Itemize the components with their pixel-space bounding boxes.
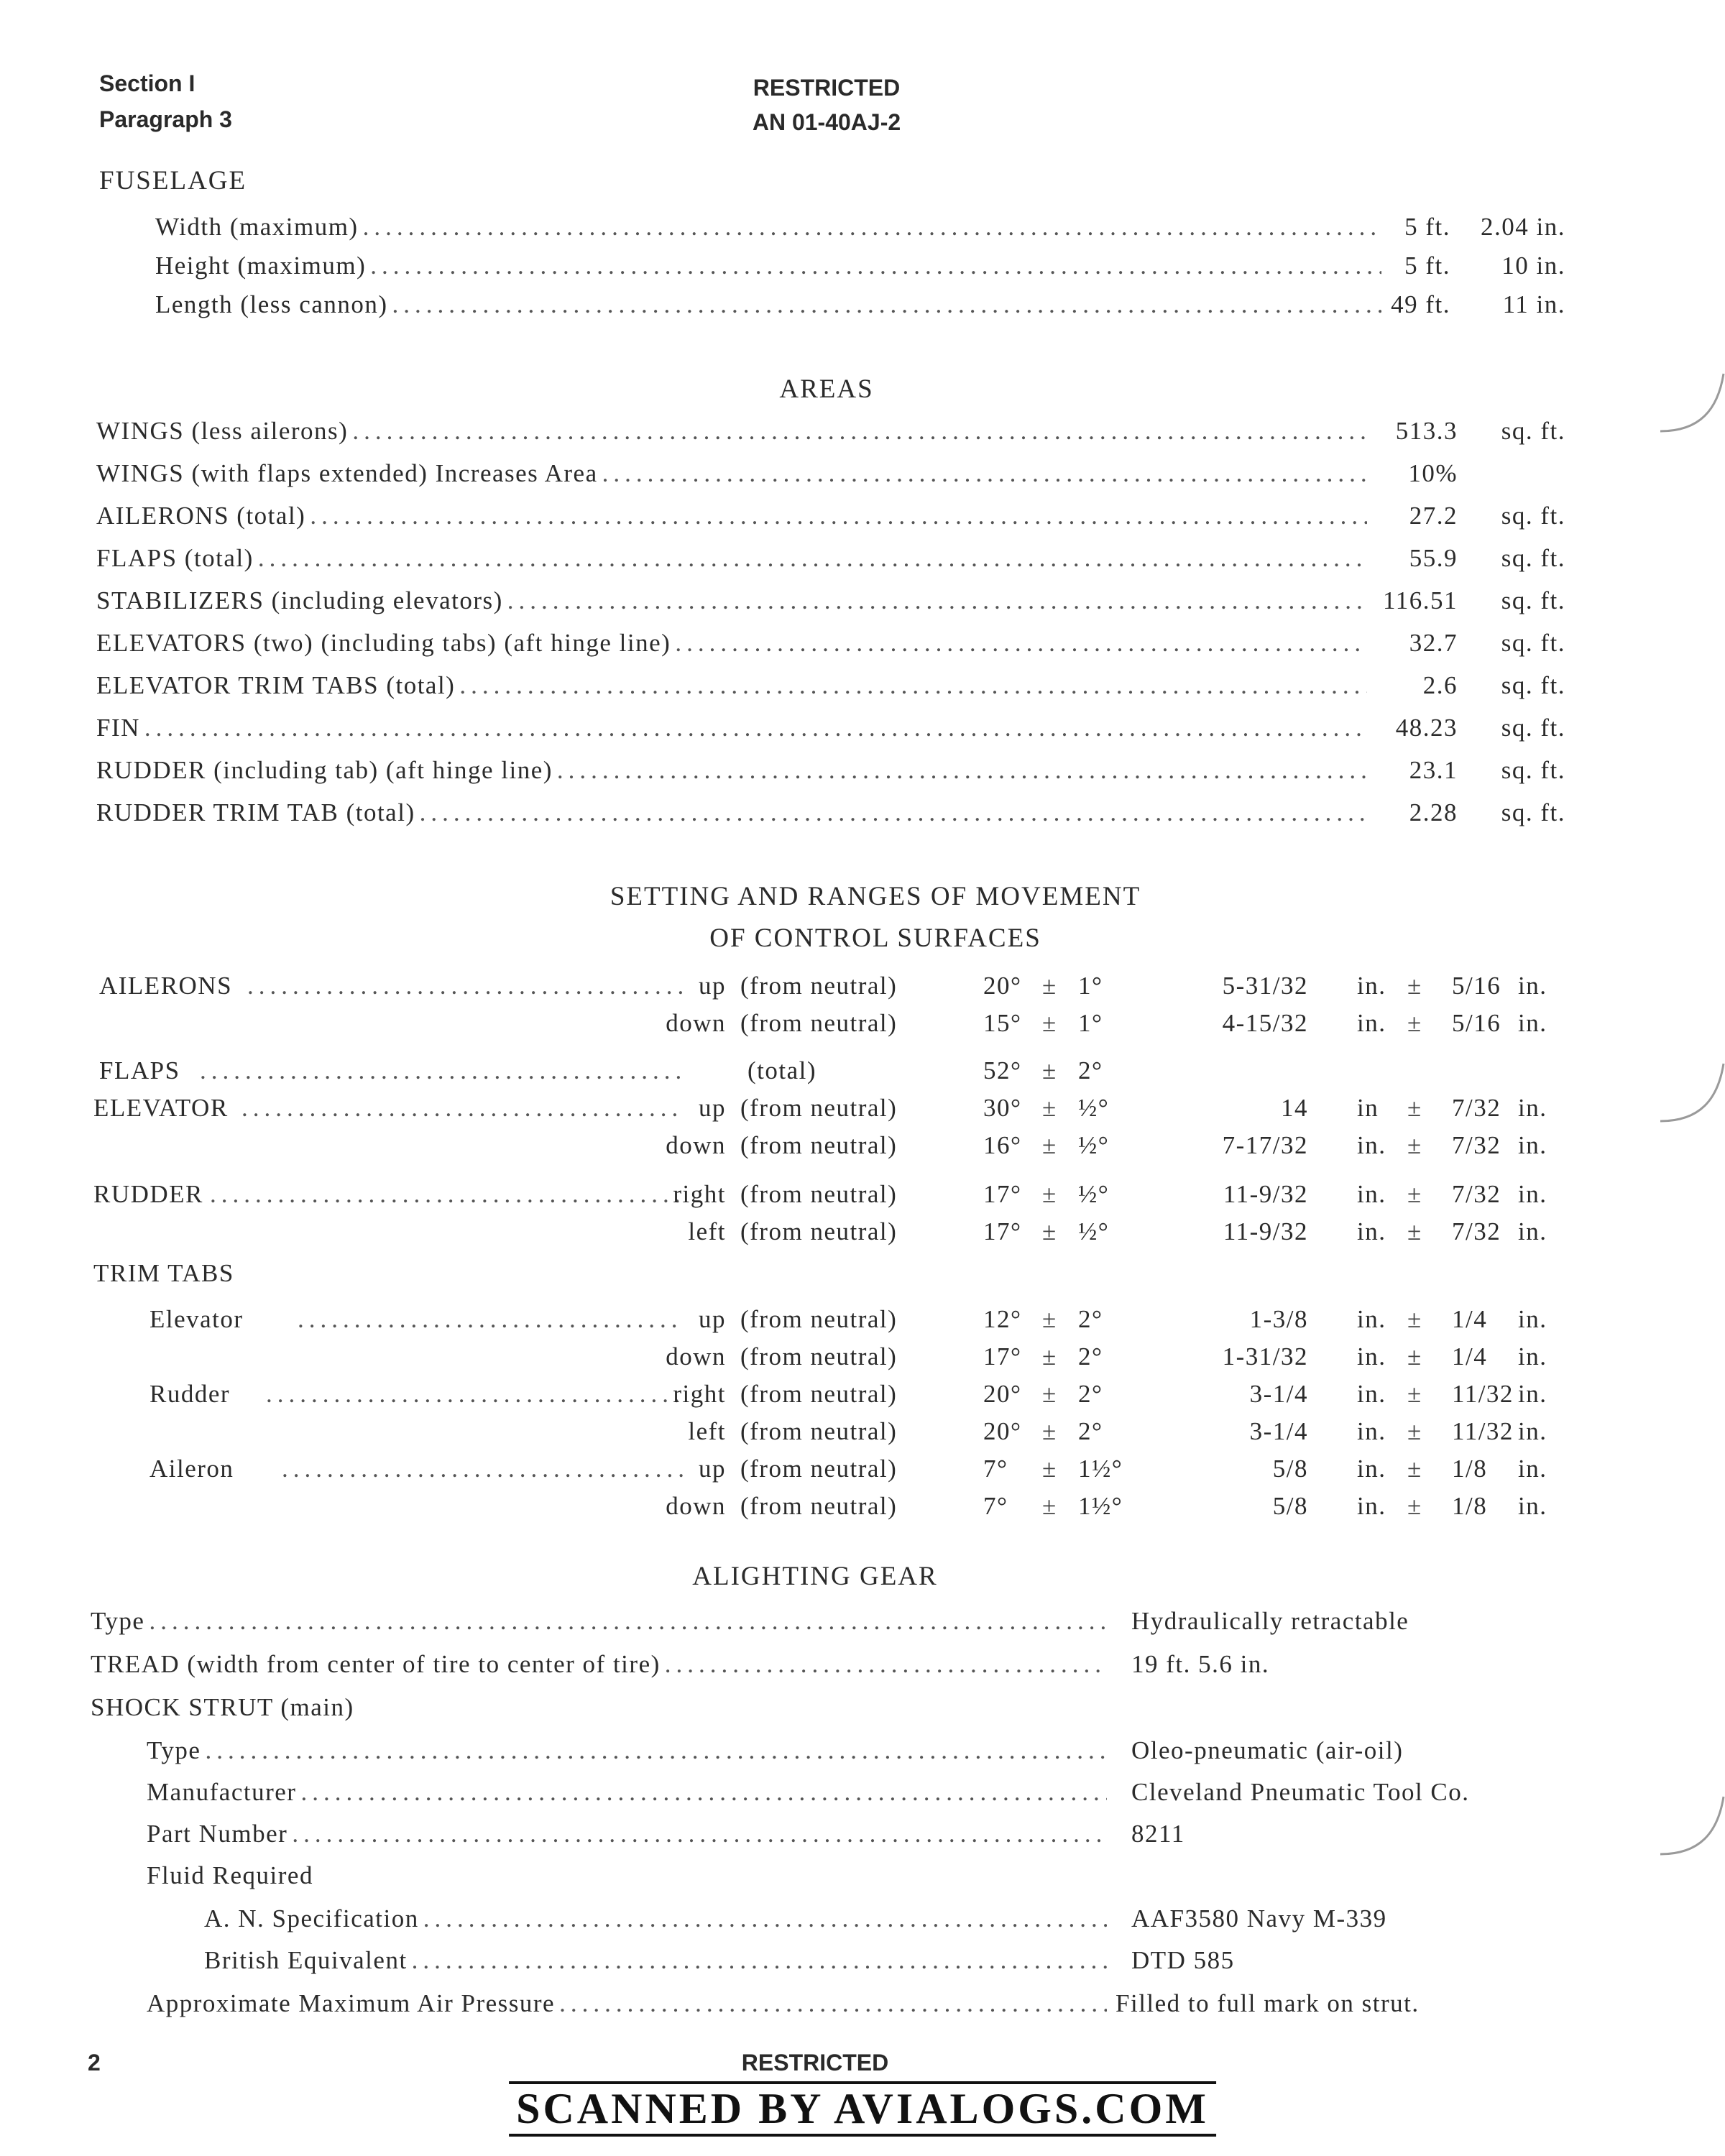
fluid-required-label: Fluid Required xyxy=(147,1861,313,1889)
control-surfaces-heading-line1: SETTING AND RANGES OF MOVEMENT xyxy=(610,882,1141,911)
list-item: Height (maximum) ..... 5 ft. 10 in. xyxy=(155,252,1565,287)
dot-leader xyxy=(292,1820,1107,1848)
table-row: FLAPS ..... (total) 52° ± 2° xyxy=(0,1056,1581,1092)
list-item: Width (maximum) ..... 5 ft. 2.04 in. xyxy=(155,213,1565,249)
list-item: STABILIZERS (including elevators) ..... 116.51 sq. ft. xyxy=(96,586,1565,622)
dot-leader xyxy=(247,972,683,1000)
strut-type-value: Oleo-pneumatic (air-oil) xyxy=(1131,1736,1404,1764)
list-item: WINGS (less ailerons) ..... 513.3 sq. ft. xyxy=(96,417,1565,453)
list-item: Part Number ..... xyxy=(147,1820,1111,1856)
paragraph-label: Paragraph 3 xyxy=(99,106,232,132)
page-number: 2 xyxy=(88,2050,101,2076)
dot-leader xyxy=(282,1455,683,1483)
dot-leader xyxy=(665,1650,1107,1679)
shock-strut-label: SHOCK STRUT (main) xyxy=(91,1693,354,1721)
an-spec-value: AAF3580 Navy M-339 xyxy=(1131,1904,1387,1932)
footer-restricted: RESTRICTED xyxy=(741,2050,889,2076)
table-row: down (from neutral) 17° ± 2° 1-31/32 in. ± 1/4 in. xyxy=(666,1342,1547,1370)
gear-type-value: Hydraulically retractable xyxy=(1131,1607,1409,1635)
list-item: Type ..... xyxy=(147,1736,1111,1772)
list-item: WINGS (with flaps extended) Increases Area ..... 10% xyxy=(96,459,1565,495)
dot-leader xyxy=(149,1607,1107,1636)
list-item: ELEVATOR TRIM TABS (total) ..... 2.6 sq. ft. xyxy=(96,671,1565,707)
dot-leader xyxy=(412,1946,1107,1975)
list-item: TREAD (width from center of tire to center of tire) ..... xyxy=(91,1650,1111,1686)
binder-hole-mark xyxy=(1660,1782,1725,1876)
list-item: Approximate Maximum Air Pressure ..... xyxy=(147,1989,1111,2025)
dot-leader xyxy=(266,1380,683,1409)
manufacturer-value: Cleveland Pneumatic Tool Co. xyxy=(1131,1778,1470,1806)
dot-leader xyxy=(205,1736,1107,1765)
trim-tabs-label: TRIM TABS xyxy=(93,1259,234,1287)
table-row: down (from neutral) 16° ± ½° 7-17/32 in. ± 7/32 in. xyxy=(666,1131,1547,1159)
watermark: SCANNED BY AVIALOGS.COM xyxy=(509,2081,1216,2137)
list-item: FLAPS (total) ..... 55.9 sq. ft. xyxy=(96,544,1565,580)
air-pressure-value: Filled to full mark on strut. xyxy=(1116,1989,1420,2017)
dot-leader xyxy=(144,714,1367,742)
dot-leader xyxy=(507,586,1367,615)
dot-leader xyxy=(363,213,1381,241)
alighting-gear-heading: ALIGHTING GEAR xyxy=(692,1562,938,1591)
binder-hole-mark xyxy=(1660,359,1725,453)
dot-leader xyxy=(370,252,1381,280)
table-row: left (from neutral) 20° ± 2° 3-1/4 in. ± 11/32 in. xyxy=(688,1417,1547,1445)
list-item: British Equivalent ..... xyxy=(204,1946,1111,1982)
part-number-value: 8211 xyxy=(1131,1820,1185,1848)
dot-leader xyxy=(420,798,1367,827)
list-item: A. N. Specification ..... xyxy=(204,1904,1111,1940)
table-row: Elevator ..... up (from neutral) 12° ± 2° 1-3/8 in. ± 1/4 in. xyxy=(0,1305,1581,1341)
list-item: Length (less cannon) ..... 49 ft. 11 in. xyxy=(155,290,1565,326)
table-row: RUDDER ..... right (from neutral) 17° ± ½° 11-9/32 in. ± 7/32 in. xyxy=(0,1180,1581,1216)
dot-leader xyxy=(200,1056,683,1085)
areas-heading: AREAS xyxy=(779,374,874,404)
list-item: RUDDER TRIM TAB (total) ..... 2.28 sq. ft. xyxy=(96,798,1565,834)
dot-leader xyxy=(300,1778,1107,1807)
dot-leader xyxy=(557,756,1367,785)
control-surfaces-heading-line2: OF CONTROL SURFACES xyxy=(709,923,1041,953)
binder-hole-mark xyxy=(1660,1049,1725,1143)
dot-leader xyxy=(423,1904,1107,1933)
table-row: down (from neutral) 7° ± 1½° 5/8 in. ± 1/8 in. xyxy=(666,1492,1547,1520)
section-label: Section I xyxy=(99,70,196,96)
dot-leader xyxy=(675,629,1367,658)
dot-leader xyxy=(310,502,1367,530)
table-row: AILERONS ..... up (from neutral) 20° ± 1° 5-31/32 in. ± 5/16 in. xyxy=(0,972,1581,1008)
header-restricted: RESTRICTED xyxy=(753,75,901,101)
list-item: Type ..... xyxy=(91,1607,1111,1643)
tread-value: 19 ft. 5.6 in. xyxy=(1131,1650,1270,1678)
fuselage-heading: FUSELAGE xyxy=(99,166,247,195)
dot-leader xyxy=(602,459,1367,488)
table-row: Aileron ..... up (from neutral) 7° ± 1½° 5/8 in. ± 1/8 in. xyxy=(0,1455,1581,1491)
table-row: Rudder ..... right (from neutral) 20° ± 2° 3-1/4 in. ± 11/32 in. xyxy=(0,1380,1581,1416)
dot-leader xyxy=(392,290,1381,319)
dot-leader xyxy=(258,544,1367,573)
doc-number: AN 01-40AJ-2 xyxy=(752,109,901,135)
list-item: Manufacturer ..... xyxy=(147,1778,1111,1814)
dot-leader xyxy=(559,1989,1107,2018)
dot-leader xyxy=(298,1305,683,1334)
list-item: AILERONS (total) ..... 27.2 sq. ft. xyxy=(96,502,1565,538)
list-item: RUDDER (including tab) (aft hinge line) ..... 23.1 sq. ft. xyxy=(96,756,1565,792)
table-row: ELEVATOR ..... up (from neutral) 30° ± ½° 14 in ± 7/32 in. xyxy=(0,1094,1581,1130)
dot-leader xyxy=(352,417,1367,446)
table-row: left (from neutral) 17° ± ½° 11-9/32 in. ± 7/32 in. xyxy=(688,1217,1547,1245)
dot-leader xyxy=(242,1094,683,1123)
dot-leader xyxy=(459,671,1367,700)
british-equivalent-value: DTD 585 xyxy=(1131,1946,1235,1974)
list-item: FIN ..... 48.23 sq. ft. xyxy=(96,714,1565,750)
table-row: down (from neutral) 15° ± 1° 4-15/32 in. ± 5/16 in. xyxy=(666,1009,1547,1037)
dot-leader xyxy=(210,1180,683,1209)
list-item: ELEVATORS (two) (including tabs) (aft hinge line) ..... 32.7 sq. ft. xyxy=(96,629,1565,665)
